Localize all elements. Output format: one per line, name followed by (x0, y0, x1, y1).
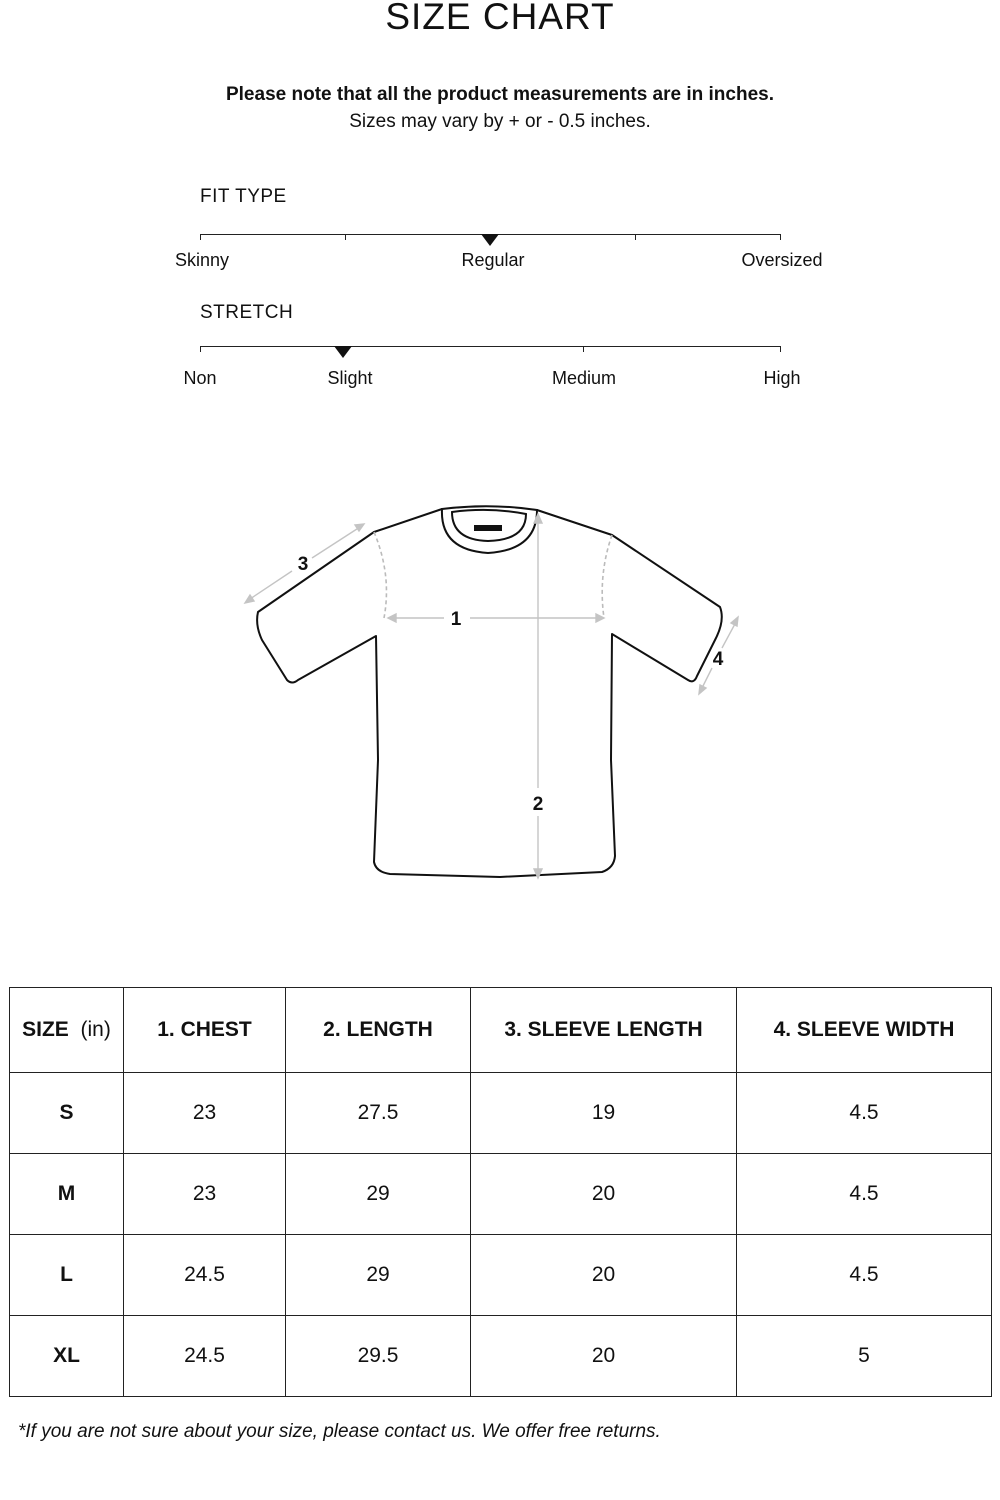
size-table (9, 987, 992, 1397)
fit-type-tick (345, 234, 346, 240)
marker-3: 3 (297, 554, 309, 575)
marker-1: 1 (450, 609, 462, 630)
sleeve-width-cell: 4.5 (737, 1235, 992, 1316)
fit-type-label-skinny: Skinny (174, 250, 230, 270)
length-cell: 27.5 (286, 1073, 471, 1154)
stretch-title: STRETCH (200, 302, 294, 323)
size-cell: S (10, 1073, 124, 1154)
stretch-tick (583, 346, 584, 352)
footer-note: *If you are not sure about your size, please contact us. We offer free returns. (18, 1421, 661, 1442)
table-header-row (10, 988, 992, 1073)
table-row (10, 1235, 992, 1316)
stretch-tick (780, 346, 781, 352)
fit-type-tick (780, 234, 781, 240)
measurement-note: Please note that all the product measurements are in inches. (225, 84, 774, 105)
header-length: 2. LENGTH (286, 988, 471, 1073)
chest-cell: 24.5 (124, 1316, 286, 1397)
chest-cell: 24.5 (124, 1235, 286, 1316)
variance-note: Sizes may vary by + or - 0.5 inches. (349, 111, 651, 132)
sleeve-length-cell: 19 (471, 1073, 737, 1154)
header-size: SIZE (in) (10, 988, 124, 1073)
stretch-label-medium: Medium (551, 368, 617, 388)
chest-cell: 23 (124, 1073, 286, 1154)
sleeve-width-cell: 5 (737, 1316, 992, 1397)
size-cell: XL (10, 1316, 124, 1397)
marker-2: 2 (532, 794, 544, 815)
sleeve-length-cell: 20 (471, 1154, 737, 1235)
fit-type-tick (635, 234, 636, 240)
table-row (10, 1316, 992, 1397)
sleeve-length-cell: 20 (471, 1235, 737, 1316)
sleeve-length-cell: 20 (471, 1316, 737, 1397)
header-sleeve-length: 3. SLEEVE LENGTH (471, 988, 737, 1073)
tshirt-outline (257, 506, 722, 877)
sleeve-width-cell: 4.5 (737, 1154, 992, 1235)
armhole-seams (374, 532, 612, 618)
chest-cell: 23 (124, 1154, 286, 1235)
page-title: SIZE CHART (385, 0, 615, 37)
fit-type-title: FIT TYPE (200, 186, 287, 207)
stretch-label-high: High (763, 368, 801, 388)
table-row (10, 1073, 992, 1154)
header-chest: 1. CHEST (124, 988, 286, 1073)
size-cell: M (10, 1154, 124, 1235)
length-cell: 29 (286, 1235, 471, 1316)
header-sleeve-width: 4. SLEEVE WIDTH (737, 988, 992, 1073)
stretch-line (200, 346, 780, 347)
fit-type-label-regular: Regular (461, 250, 525, 270)
table-row (10, 1154, 992, 1235)
marker-4: 4 (712, 649, 724, 670)
sleeve-width-cell: 4.5 (737, 1073, 992, 1154)
stretch-marker (334, 346, 352, 358)
size-cell: L (10, 1235, 124, 1316)
length-cell: 29 (286, 1154, 471, 1235)
stretch-label-slight: Slight (327, 368, 373, 388)
fit-type-tick (200, 234, 201, 240)
header-unit: (in) (80, 1018, 111, 1041)
tshirt-diagram (230, 490, 750, 890)
stretch-tick (200, 346, 201, 352)
length-cell: 29.5 (286, 1316, 471, 1397)
fit-type-marker (481, 234, 499, 246)
neck-label-icon (474, 525, 502, 531)
fit-type-label-oversized: Oversized (741, 250, 823, 270)
stretch-label-non: Non (183, 368, 217, 388)
